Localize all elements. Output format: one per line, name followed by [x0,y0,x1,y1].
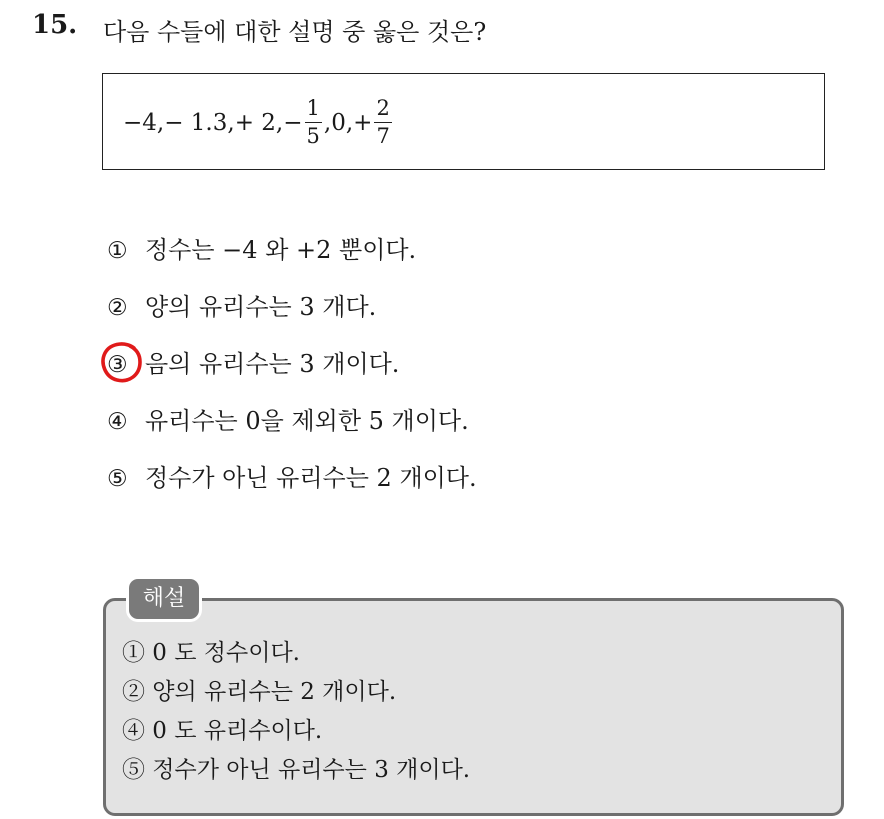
explanation-line: ② 양의 유리수는 2 개이다. [122,679,397,705]
fraction-denominator: 7 [376,124,390,148]
fraction-numerator: 1 [306,96,320,120]
option-text: 음의 유리수는 3 개이다. [145,350,400,378]
option-1[interactable] [107,231,477,288]
option-text: 양의 유리수는 3 개다. [145,293,377,321]
option-marker: ② [107,295,128,321]
fraction-one-fifth [305,98,322,147]
option-marker: ④ [107,409,128,435]
option-4[interactable] [107,402,477,459]
option-3[interactable] [107,345,477,402]
option-marker: ① [107,238,128,264]
number-separator: , [323,109,332,136]
number-list-box [102,73,825,170]
fraction-numerator: 2 [376,96,390,120]
explanation-line: ④ 0 도 유리수이다. [122,718,323,744]
number-sign: + [353,109,373,136]
option-text: 정수는 −4 와 +2 뿐이다. [145,236,417,264]
option-5[interactable] [107,459,477,516]
explanation-title: 해설 [129,579,199,619]
fraction-denominator: 5 [306,124,320,148]
explanation-lines [122,634,470,790]
explanation-line: ⑤ 정수가 아닌 유리수는 3 개이다. [122,757,471,783]
option-2[interactable] [107,288,477,345]
option-text: 유리수는 0을 제외한 5 개이다. [145,407,469,435]
option-marker: ③ [107,352,128,378]
option-marker: ⑤ [107,466,128,492]
answer-circle-icon [99,339,145,385]
explanation-line: ① 0 도 정수이다. [122,640,300,666]
number-list [123,74,394,171]
question-text: 다음 수들에 대한 설명 중 옳은 것은? [103,18,487,46]
number-item: + 2, [234,109,284,136]
number-item: 0, [331,109,354,136]
number-item: − 1.3, [164,109,235,136]
question-number: 15. [32,10,78,40]
fraction-two-sevenths [374,98,391,147]
number-sign: − [283,109,303,136]
option-text: 정수가 아닌 유리수는 2 개이다. [145,464,477,492]
number-item: −4, [123,109,165,136]
answer-options [107,231,477,516]
